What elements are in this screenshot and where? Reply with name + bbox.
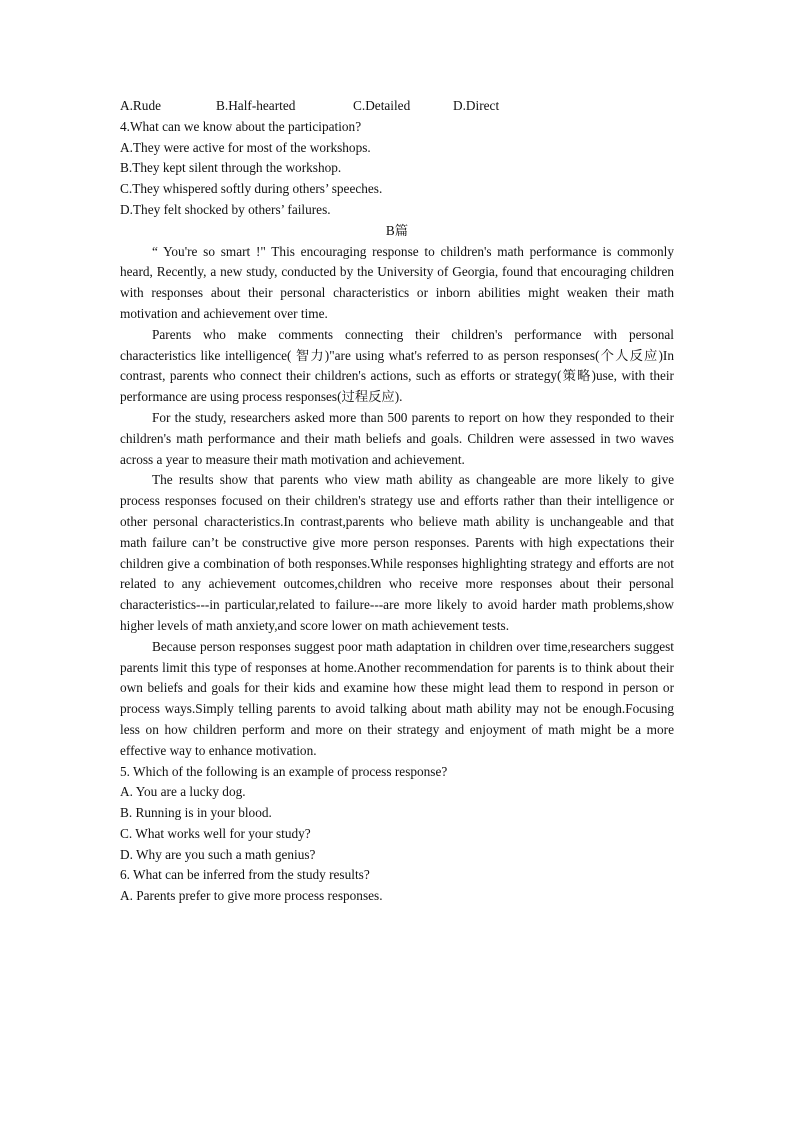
passage-paragraph-5: Because person responses suggest poor math adaptation in children over time,researchers suggest parents limit this type of responses at home.Another recommendation for parents is to think about their own beliefs and goals for their kids and examine how these might lead them to respond in person or process ways.Simply telling parents to avoid talking about math ability may not be enough.Focusing less on how children perform and more on their strategy and enjoyment of math might be a more effective way to enhance motivation. [120, 638, 674, 758]
q4-stem: 4.What can we know about the participation? [120, 118, 362, 134]
q3-options [120, 96, 674, 117]
q4-option-b: B.They kept silent through the workshop. [120, 160, 342, 176]
passage-paragraph-2: Parents who make comments connecting their children's performance with personal characteristics like intelligence( 智力)"are using what's referred to as person responses(个人反应)In contrast, parents who connect their children's actions, such as efforts or strategy(策略)use, with their performance are using process responses(过程反应). [120, 326, 674, 405]
q5-option-c: C. What works well for your study? [120, 825, 311, 841]
section-title: B篇 [385, 222, 409, 238]
passage-paragraph-4: The results show that parents who view math ability as changeable are more likely to give process responses focused on their children's strategy use and efforts rather than their intelligence or other personal characteristics.In contrast,parents who believe math ability is unchangeable and that math failure can’t be constructive give more person responses. Parents with high expectations their children give a combination of both responses.While responses highlighting strategy and efforts are not related to any achievement outcomes,children who receive more responses about their personal characteristics---in particular,related to failure---are more likely to avoid harder math problems,show higher levels of math anxiety,and score lower on math achievement tests. [120, 472, 674, 633]
q5-stem: 5. Which of the following is an example of process response? [120, 763, 448, 779]
q3-option-d: D.Direct [453, 98, 500, 113]
q5-option-d: D. Why are you such a math genius? [120, 846, 316, 862]
q3-option-b: B.Half-hearted [216, 98, 296, 113]
passage-paragraph-3: For the study, researchers asked more than 500 parents to report on how they responded to their children's math performance and their math beliefs and goals. Children were assessed in two waves across a year to measure their math motivation and achievement. [120, 409, 674, 467]
q5-option-b: B. Running is in your blood. [120, 805, 272, 821]
passage-paragraph-1: “ You're so smart !" This encouraging response to children's math performance is commonly heard, Recently, a new study, conducted by the University of Georgia, found that encouraging children with responses about their personal characteristics or inborn abilities might weaken their math motivation and achievement over time. [120, 243, 674, 321]
q3-option-a: A.Rude [120, 98, 161, 113]
q5-option-a: A. You are a lucky dog. [120, 784, 246, 800]
document-page [120, 96, 674, 907]
q3-option-c: C.Detailed [353, 98, 411, 113]
q4-option-d: D.They felt shocked by others’ failures. [120, 201, 331, 217]
q4-option-c: C.They whispered softly during others’ speeches. [120, 181, 383, 197]
q6-option-a: A. Parents prefer to give more process responses. [120, 888, 383, 904]
q6-stem: 6. What can be inferred from the study results? [120, 867, 370, 883]
q4-option-a: A.They were active for most of the workshops. [120, 139, 371, 155]
